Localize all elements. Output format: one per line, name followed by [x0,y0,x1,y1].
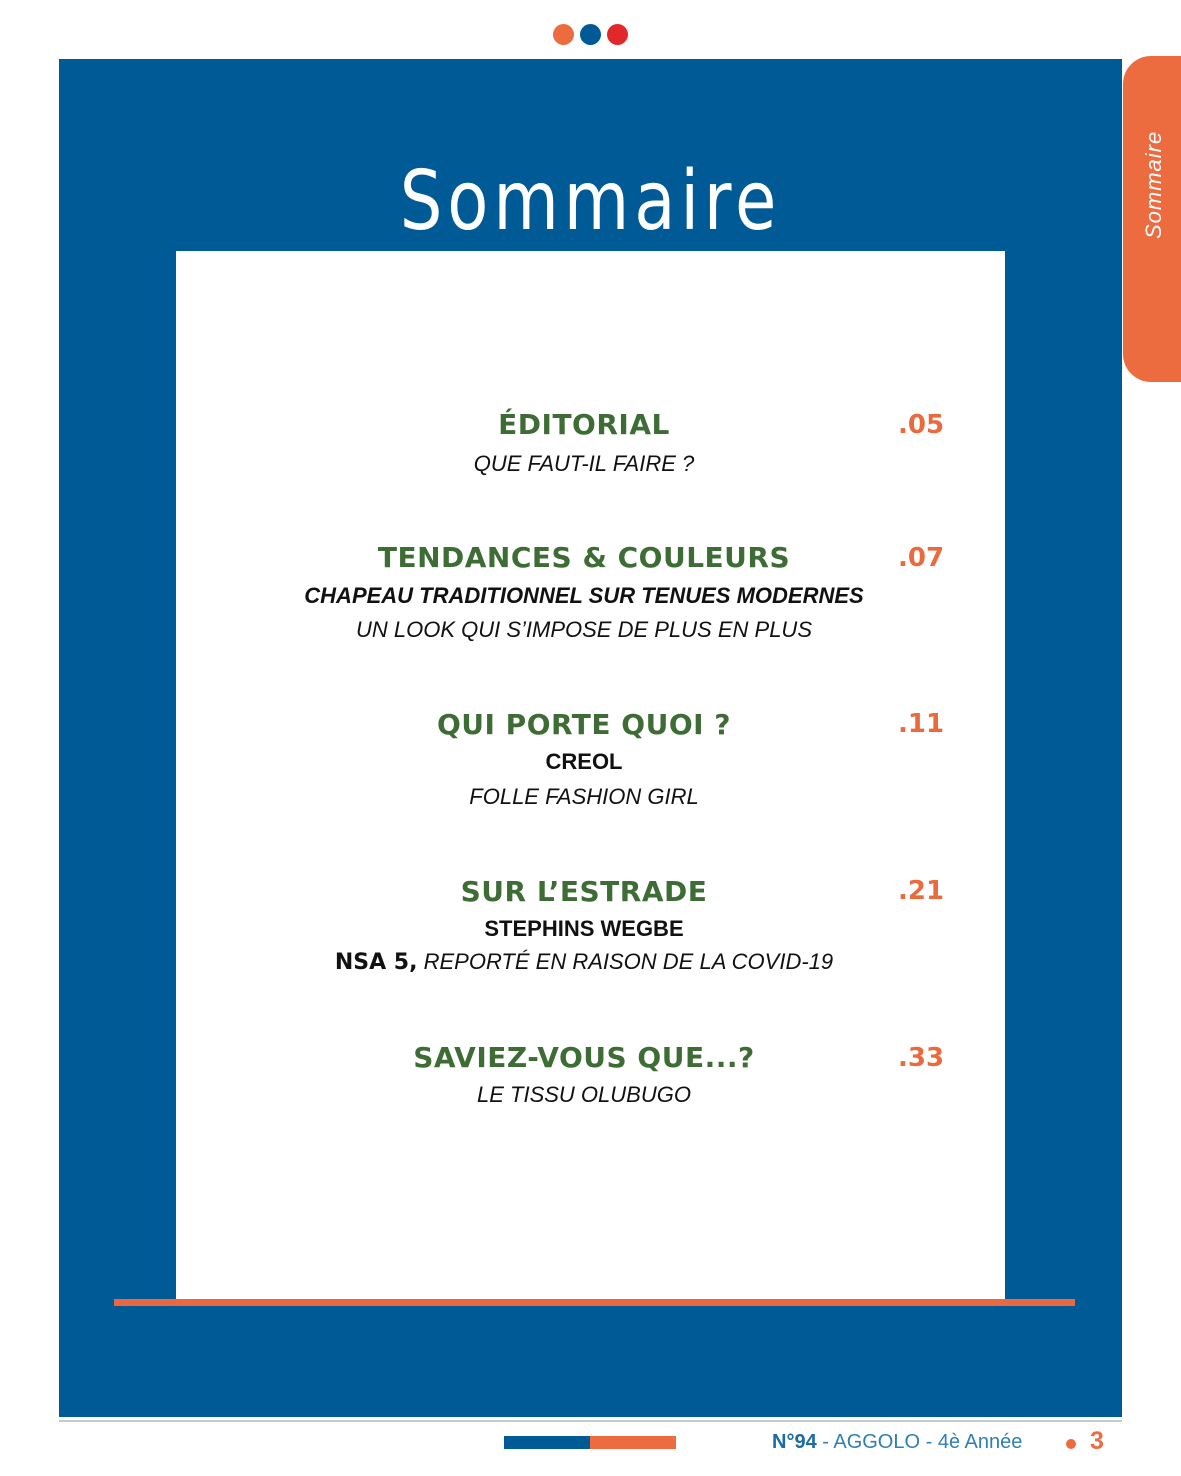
entry-subtitle: CHAPEAU TRADITIONNEL SUR TENUES MODERNES [304,583,864,608]
red-dot [607,24,628,45]
orange-dot [553,24,574,45]
entry-title: SAVIEZ-VOUS QUE...? [413,1041,755,1074]
entry-title: TENDANCES & COULEURS [377,541,791,574]
entry-subtitle: CREOL [545,749,623,774]
entry-subtitle-2: UN LOOK QUI S’IMPOSE DE PLUS EN PLUS [355,617,812,642]
entry-subtitle-italic: REPORTÉ EN RAISON DE LA COVID-19 [423,949,834,974]
entry-subtitle-2 [176,949,992,976]
entry-page-number: .07 [898,543,945,573]
entry-page-number: .11 [898,709,945,739]
entry-subtitle: QUE FAUT-IL FAIRE ? [473,451,695,476]
page-title: Sommaire [399,154,782,249]
decorative-dots [553,24,628,45]
side-tab-label: Sommaire [1141,130,1166,239]
footer-divider [59,1420,1122,1422]
entry-subtitle: LE TISSU OLUBUGO [477,1082,691,1107]
orange-divider [114,1299,1075,1306]
side-tab [1123,56,1181,382]
entry-title: QUI PORTE QUOI ? [436,708,732,741]
footer-orange-bar [590,1436,676,1449]
footer-issue: N°94 [772,1431,817,1453]
entry-page-number: .21 [898,876,945,906]
entry-subtitle: STEPHINS WEGBE [484,916,684,941]
footer-page-number: 3 [1090,1427,1104,1455]
entry-title: SUR L’ESTRADE [460,875,708,908]
footer-bullet [1066,1439,1076,1449]
entry-title: ÉDITORIAL [498,408,670,441]
blue-dot [580,24,601,45]
entry-page-number: .05 [898,410,945,440]
footer-publication [772,1432,1022,1452]
entry-page-number: .33 [898,1043,945,1073]
footer-publication-name: - AGGOLO - 4è Année [816,1431,1023,1453]
entry-subtitle-bold: NSA 5, [334,950,418,975]
footer-blue-bar [504,1436,590,1449]
entry-subtitle-2: FOLLE FASHION GIRL [469,784,699,809]
